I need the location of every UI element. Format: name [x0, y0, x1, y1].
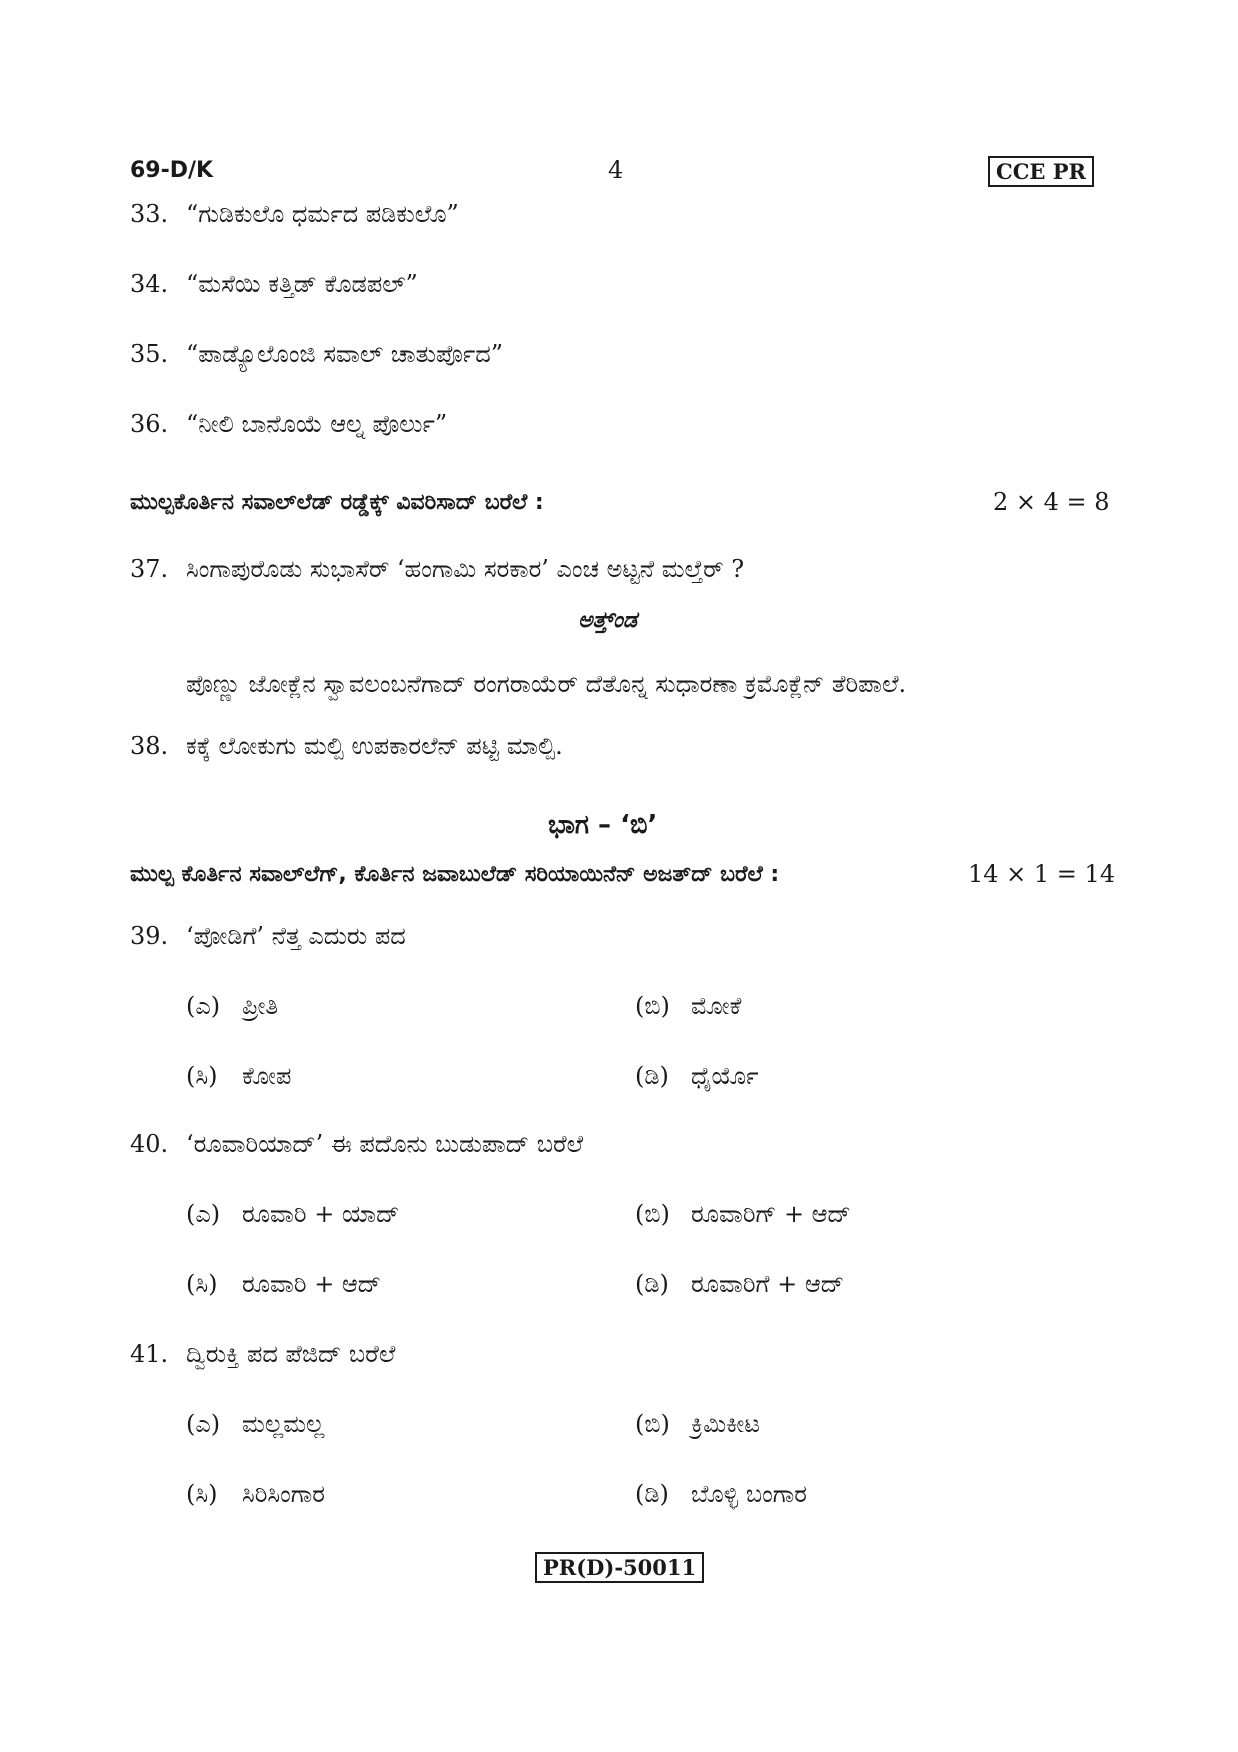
- option-label: (ಸಿ): [186, 1062, 218, 1090]
- section-instruction: ಮುಲ್ಪಕೊರ್ತಿನ ಸವಾಲ್‌ಲೆಡ್ ರಡ್ಡೆಕ್ಕ್ ವಿವರಿಸಾದ್ ಬರೆಲೆ :: [130, 490, 544, 515]
- question-text: ‘ಪೋಡಿಗೆ’ ನೆತ್ತ ಎದುರು ಪದ: [186, 922, 406, 950]
- paper-code: 69-D/K: [130, 158, 214, 183]
- option-a: [186, 1410, 324, 1438]
- option-label: (ಸಿ): [186, 1480, 218, 1508]
- option-label: (ಬಿ): [635, 992, 670, 1020]
- part-b-marks: 14 × 1 = 14: [968, 860, 1116, 888]
- question-number: 33.: [130, 200, 169, 228]
- page-number: 4: [608, 156, 624, 184]
- option-text: ಬೊಳ್ಳಿ ಬಂಗಾರ: [691, 1480, 807, 1508]
- question-text: ಕಕ್ಕೆ ಲೋಕುಗು ಮಲ್ಪಿ ಉಪಕಾರಲೆನ್ ಪಟ್ಟಿ ಮಾಲ್ಪಿ.: [186, 732, 563, 760]
- option-label: (ಎ): [186, 1410, 221, 1438]
- option-text: ಮಲ್ಲಮಲ್ಲ: [242, 1410, 325, 1438]
- option-d: [635, 1480, 807, 1508]
- question-text: ‘ರೂವಾರಿಯಾದ್’ ಈ ಪದೊನು ಬುಡುಪಾದ್ ಬರೆಲೆ: [186, 1130, 584, 1158]
- question-number: 40.: [130, 1130, 169, 1158]
- option-text: ಕೋಪ: [242, 1062, 292, 1090]
- question-41: [130, 1340, 395, 1368]
- question-number: 41.: [130, 1340, 169, 1368]
- option-text: ರೂವಾರಿ + ಯಾದ್: [242, 1200, 400, 1228]
- question-37-alternative: ಪೊಣ್ಣು ಜೋಕ್ಲೆನ ಸ್ವಾವಲಂಬನೆಗಾದ್ ರಂಗರಾಯೆರ್ ದೆತೊನ್ನ ಸುಧಾರಣಾ ಕ್ರಮೊಕ್ಲೆನ್ ತೆರಿಪಾಲೆ.: [186, 670, 907, 698]
- option-text: ಪ್ರೀತಿ: [242, 992, 279, 1020]
- question-37: [130, 555, 744, 583]
- option-label: (ಡಿ): [635, 1480, 669, 1508]
- or-label: ಅತ್ತ್‌ಂಡ: [578, 608, 637, 633]
- question-number: 39.: [130, 922, 169, 950]
- question-38: [130, 732, 563, 760]
- option-d: [635, 1062, 759, 1090]
- option-c: [186, 1062, 291, 1090]
- footer-code: PR(D)-50011: [535, 1552, 704, 1583]
- option-text: ಸಿರಿಸಿಂಗಾರ: [242, 1480, 325, 1508]
- question-text: “ಮಸೆಯಿ ಕತ್ತಿಡ್ ಕೊಡಪಲ್”: [186, 270, 418, 298]
- option-text: ಧೈರ್ಯೊ: [691, 1062, 759, 1090]
- question-number: 38.: [130, 732, 169, 760]
- question-40: [130, 1130, 583, 1158]
- question-text: “ನೀಲಿ ಬಾನೊಯೆ ಆಲ್ನ ಪೊರ್ಲು”: [186, 410, 448, 438]
- question-36: [130, 410, 447, 438]
- option-label: (ಬಿ): [635, 1410, 670, 1438]
- question-text: “ಪಾಡ್ಯೊಲೊಂಜಿ ಸವಾಲ್ ಚಾತುರ್ಪೊದ”: [186, 340, 504, 368]
- question-text: “ಗುಡಿಕುಲೊ ಧರ್ಮದ ಪಡಿಕುಲೊ”: [186, 200, 459, 228]
- option-text: ರೂವಾರಿಗೆ + ಆದ್: [691, 1270, 844, 1298]
- question-number: 36.: [130, 410, 169, 438]
- option-text: ರೂವಾರಿ + ಆದ್: [242, 1270, 382, 1298]
- question-35: [130, 340, 503, 368]
- question-39: [130, 922, 406, 950]
- option-label: (ಸಿ): [186, 1270, 218, 1298]
- option-label: (ಡಿ): [635, 1270, 669, 1298]
- option-a: [186, 992, 278, 1020]
- option-b: [635, 992, 741, 1020]
- question-number: 37.: [130, 555, 169, 583]
- question-number: 34.: [130, 270, 169, 298]
- option-b: [635, 1410, 760, 1438]
- question-33: [130, 200, 459, 228]
- option-label: (ಡಿ): [635, 1062, 669, 1090]
- question-text: ಸಿಂಗಾಪುರೊಡು ಸುಭಾಸೆರ್ ‘ಹಂಗಾಮಿ ಸರಕಾರ’ ಎಂಚ ಅಟ್ಟನೆ ಮಲ್ತೆರ್ ?: [186, 555, 745, 583]
- question-34: [130, 270, 418, 298]
- part-b-instruction: ಮುಲ್ಪ ಕೊರ್ತಿನ ಸವಾಲ್‌ಲೆಗ್, ಕೊರ್ತಿನ ಜವಾಬುಲೆಡ್ ಸರಿಯಾಯಿನೆನ್ ಅಜತ್‌ದ್ ಬರೆಲೆ :: [130, 862, 780, 887]
- option-text: ರೂವಾರಿಗ್ + ಆದ್: [691, 1200, 851, 1228]
- option-a: [186, 1200, 399, 1228]
- cce-pr-badge: CCE PR: [988, 156, 1094, 187]
- option-text: ಮೋಕೆ: [691, 992, 742, 1020]
- option-d: [635, 1270, 844, 1298]
- option-label: (ಎ): [186, 1200, 221, 1228]
- section-marks: 2 × 4 = 8: [993, 488, 1110, 516]
- option-label: (ಎ): [186, 992, 221, 1020]
- part-b-title: ಭಾಗ – ‘ಬಿ’: [548, 810, 658, 840]
- option-c: [186, 1480, 325, 1508]
- option-label: (ಬಿ): [635, 1200, 670, 1228]
- option-b: [635, 1200, 851, 1228]
- option-c: [186, 1270, 381, 1298]
- question-text: ದ್ವಿರುಕ್ತಿ ಪದ ಪೆಜಿದ್ ಬರೆಲೆ: [186, 1340, 396, 1368]
- question-number: 35.: [130, 340, 169, 368]
- option-text: ಕ್ರಿಮಿಕೀಟ: [691, 1410, 760, 1438]
